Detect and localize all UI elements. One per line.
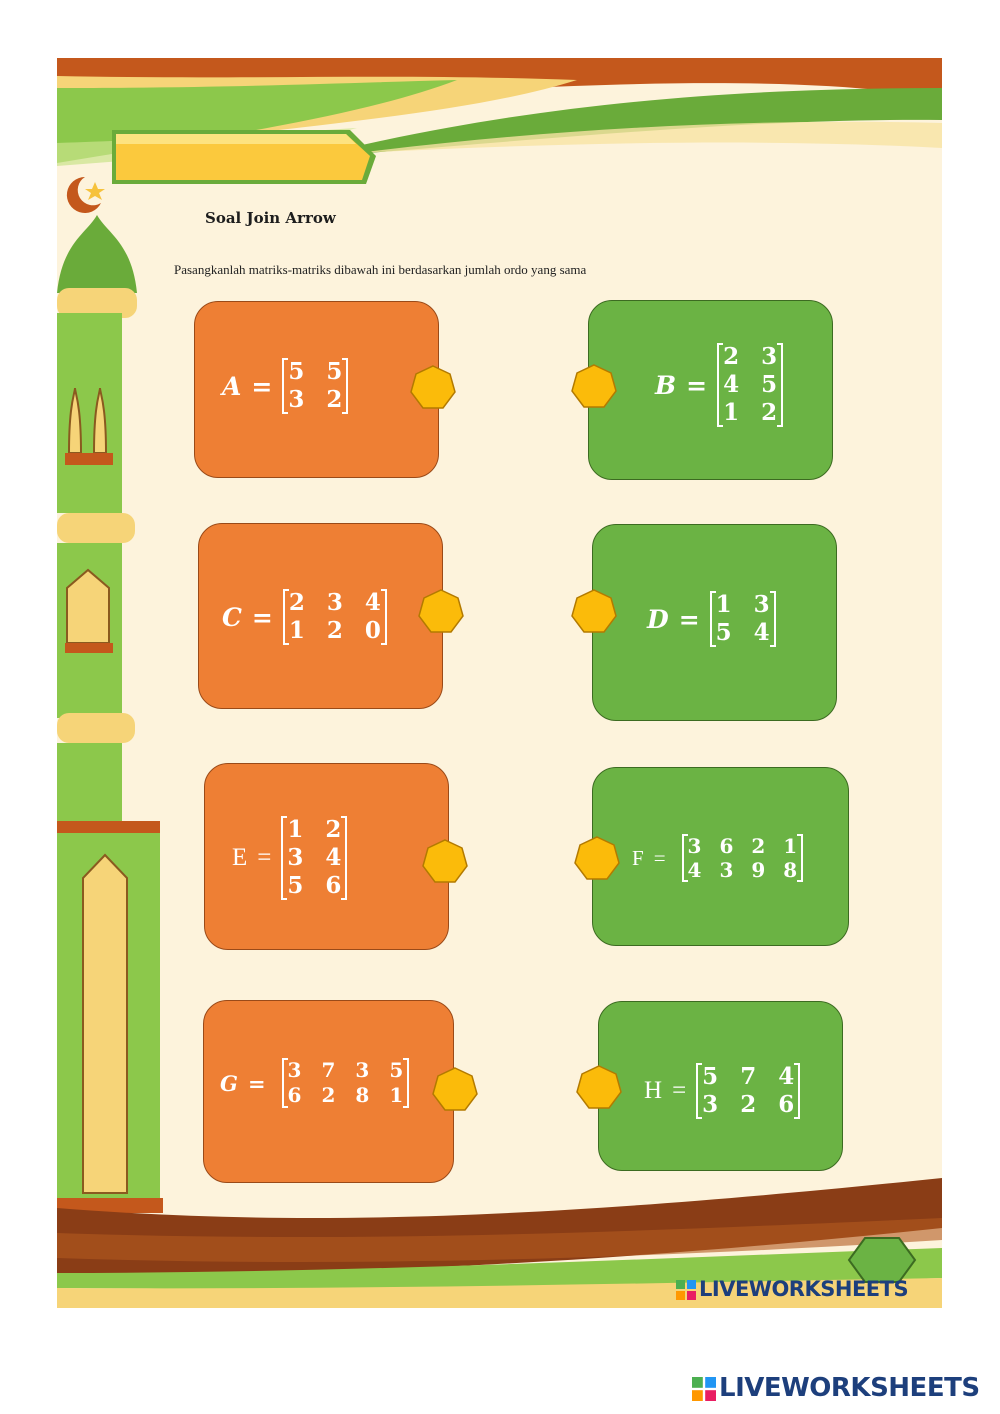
matrix-label: D <box>647 604 669 634</box>
matrix-f: F = 3 6 2 1 4 3 9 8 <box>632 834 803 882</box>
connector-dot-e[interactable] <box>422 839 468 885</box>
matrix-body: 2 3 4 5 1 2 <box>717 343 783 427</box>
liveworksheets-watermark-inner: LIVEWORKSHEETS <box>676 1277 908 1301</box>
matrix-body: 5 5 3 2 <box>282 358 348 414</box>
liveworksheets-logo-icon <box>676 1280 696 1300</box>
matrix-label: E <box>232 844 248 871</box>
matrix-label: B <box>655 370 677 400</box>
connector-dot-d[interactable] <box>571 589 617 635</box>
matrix-a: A = 5 5 3 2 <box>222 358 348 414</box>
matrix-d: D = 1 3 5 4 <box>647 591 776 647</box>
liveworksheets-logo-icon <box>692 1377 716 1401</box>
matrix-c: C = 2 3 4 1 2 0 <box>222 589 387 645</box>
matrix-label: G <box>220 1070 238 1096</box>
matrix-body: 2 3 4 1 2 0 <box>283 589 387 645</box>
matrix-g: G = 3 7 3 5 6 2 8 1 <box>220 1058 409 1108</box>
matrix-body: 3 7 3 5 6 2 8 1 <box>282 1058 410 1108</box>
connector-dot-f[interactable] <box>574 836 620 882</box>
matrix-e: E = 1 2 3 4 5 6 <box>232 816 347 900</box>
matrix-body: 5 7 4 3 2 6 <box>696 1063 800 1119</box>
connector-dot-b[interactable] <box>571 364 617 410</box>
liveworksheets-watermark: LIVEWORKSHEETS <box>692 1373 980 1403</box>
connector-dot-g[interactable] <box>432 1067 478 1113</box>
minaret-decoration <box>57 173 177 1213</box>
matrix-label: A <box>222 371 242 401</box>
connector-dot-c[interactable] <box>418 589 464 635</box>
matrix-label: C <box>222 602 242 632</box>
matrix-h: H = 5 7 4 3 2 6 <box>644 1063 800 1119</box>
matrix-body: 1 2 3 4 5 6 <box>281 816 347 900</box>
matrix-body: 1 3 5 4 <box>710 591 776 647</box>
connector-dot-h[interactable] <box>576 1065 622 1111</box>
matrix-label: F <box>632 845 644 870</box>
matrix-b: B = 2 3 4 5 1 2 <box>655 343 783 427</box>
matrix-label: H <box>644 1077 663 1104</box>
matrix-body: 3 6 2 1 4 3 9 8 <box>682 834 804 882</box>
instruction-text: Pasangkanlah matriks-matriks dibawah ini berdasarkan jumlah ordo yang sama <box>174 262 587 277</box>
worksheet-title: Soal Join Arrow <box>205 209 336 227</box>
connector-dot-a[interactable] <box>410 365 456 411</box>
title-plate <box>110 128 372 182</box>
